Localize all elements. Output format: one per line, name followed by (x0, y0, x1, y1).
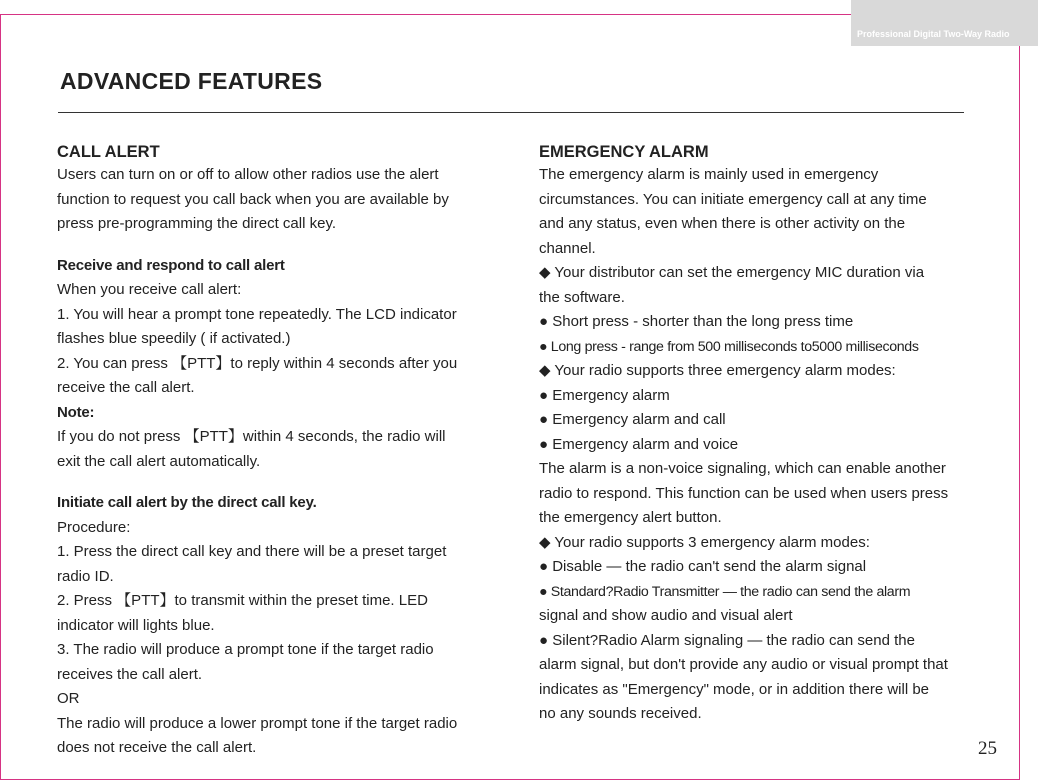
initiate-line: radio ID. (57, 567, 114, 585)
alarm-line: ● Long press - range from 500 milliseconds to5000 milliseconds (539, 338, 919, 355)
call-alert-title: CALL ALERT (57, 143, 160, 161)
alarm-line: and any status, even when there is other activity on the (539, 215, 906, 232)
initiate-line: receives the call alert. (57, 665, 203, 683)
initiate-title: Initiate call alert by the direct call key. (57, 494, 317, 511)
initiate-line: 1. Press the direct call key and there will be a preset target (57, 543, 447, 560)
alarm-line: ◆ Your radio supports 3 emergency alarm modes: (539, 533, 870, 551)
initiate-line: The radio will produce a lower prompt tone if the target radio (57, 714, 458, 732)
page-number: 25 (978, 738, 997, 759)
initiate-line: OR (57, 690, 80, 707)
alarm-line: signal and show audio and visual alert (539, 607, 793, 624)
alarm-line: ◆ Your radio supports three emergency alarm modes: (539, 362, 896, 379)
emergency-alarm-title: EMERGENCY ALARM (539, 143, 709, 161)
alarm-line: ● Emergency alarm and call (539, 411, 726, 428)
receive-line: flashes blue speedily ( if activated.) (57, 330, 291, 347)
alarm-line: The emergency alarm is mainly used in emergency (539, 166, 879, 183)
alarm-line: The alarm is a non-voice signaling, which can enable another (539, 460, 946, 477)
alarm-line: ● Disable — the radio can't send the alarm signal (539, 558, 867, 575)
receive-line: 2. You can press 【PTT】to reply within 4 seconds after you (57, 354, 458, 372)
alarm-line: ● Standard?Radio Transmitter — the radio can send the alarm (539, 583, 911, 600)
alarm-line: ◆ Your distributor can set the emergency MIC duration via (539, 264, 925, 281)
intro-line: press pre-programming the direct call key. (57, 215, 336, 232)
alarm-line: channel. (539, 239, 596, 257)
note-line: exit the call alert automatically. (57, 452, 261, 470)
header-tab: Professional Digital Two-Way Radio (851, 0, 1038, 46)
intro-line: Users can turn on or off to allow other radios use the alert (57, 166, 439, 183)
heading-divider (58, 112, 964, 113)
receive-line: receive the call alert. (57, 379, 195, 396)
alarm-line: radio to respond. This function can be used when users press (539, 484, 949, 502)
page-heading: ADVANCED FEATURES (60, 68, 323, 94)
emergency-alarm-column (539, 141, 971, 727)
receive-title: Receive and respond to call alert (57, 256, 285, 274)
initiate-line: indicator will lights blue. (57, 616, 215, 634)
note-line: If you do not press 【PTT】within 4 seconds, the radio will (57, 428, 446, 445)
alarm-line: no any sounds received. (539, 705, 702, 722)
alarm-line: the emergency alert button. (539, 509, 722, 526)
receive-line: 1. You will hear a prompt tone repeatedly. The LCD indicator (57, 305, 457, 323)
call-alert-column (57, 141, 497, 761)
initiate-line: Procedure: (57, 518, 131, 536)
initiate-line: does not receive the call alert. (57, 739, 257, 756)
alarm-line: alarm signal, but don't provide any audio or visual prompt that (539, 656, 948, 673)
initiate-line: 2. Press 【PTT】to transmit within the preset time. LED (57, 592, 428, 609)
receive-line: When you receive call alert: (57, 281, 242, 298)
alarm-line: ● Emergency alarm and voice (539, 435, 739, 453)
alarm-line: ● Short press - shorter than the long press time (539, 313, 854, 330)
alarm-line: ● Emergency alarm (539, 386, 670, 404)
intro-line: function to request you call back when you are available by (57, 190, 449, 208)
note-label: Note: (57, 403, 95, 421)
alarm-line: indicates as "Emergency" mode, or in addition there will be (539, 680, 930, 698)
alarm-line: the software. (539, 288, 625, 306)
alarm-line: ● Silent?Radio Alarm signaling — the radio can send the (539, 631, 915, 649)
alarm-line: circumstances. You can initiate emergency call at any time (539, 190, 927, 208)
initiate-line: 3. The radio will produce a prompt tone if the target radio (57, 641, 434, 658)
